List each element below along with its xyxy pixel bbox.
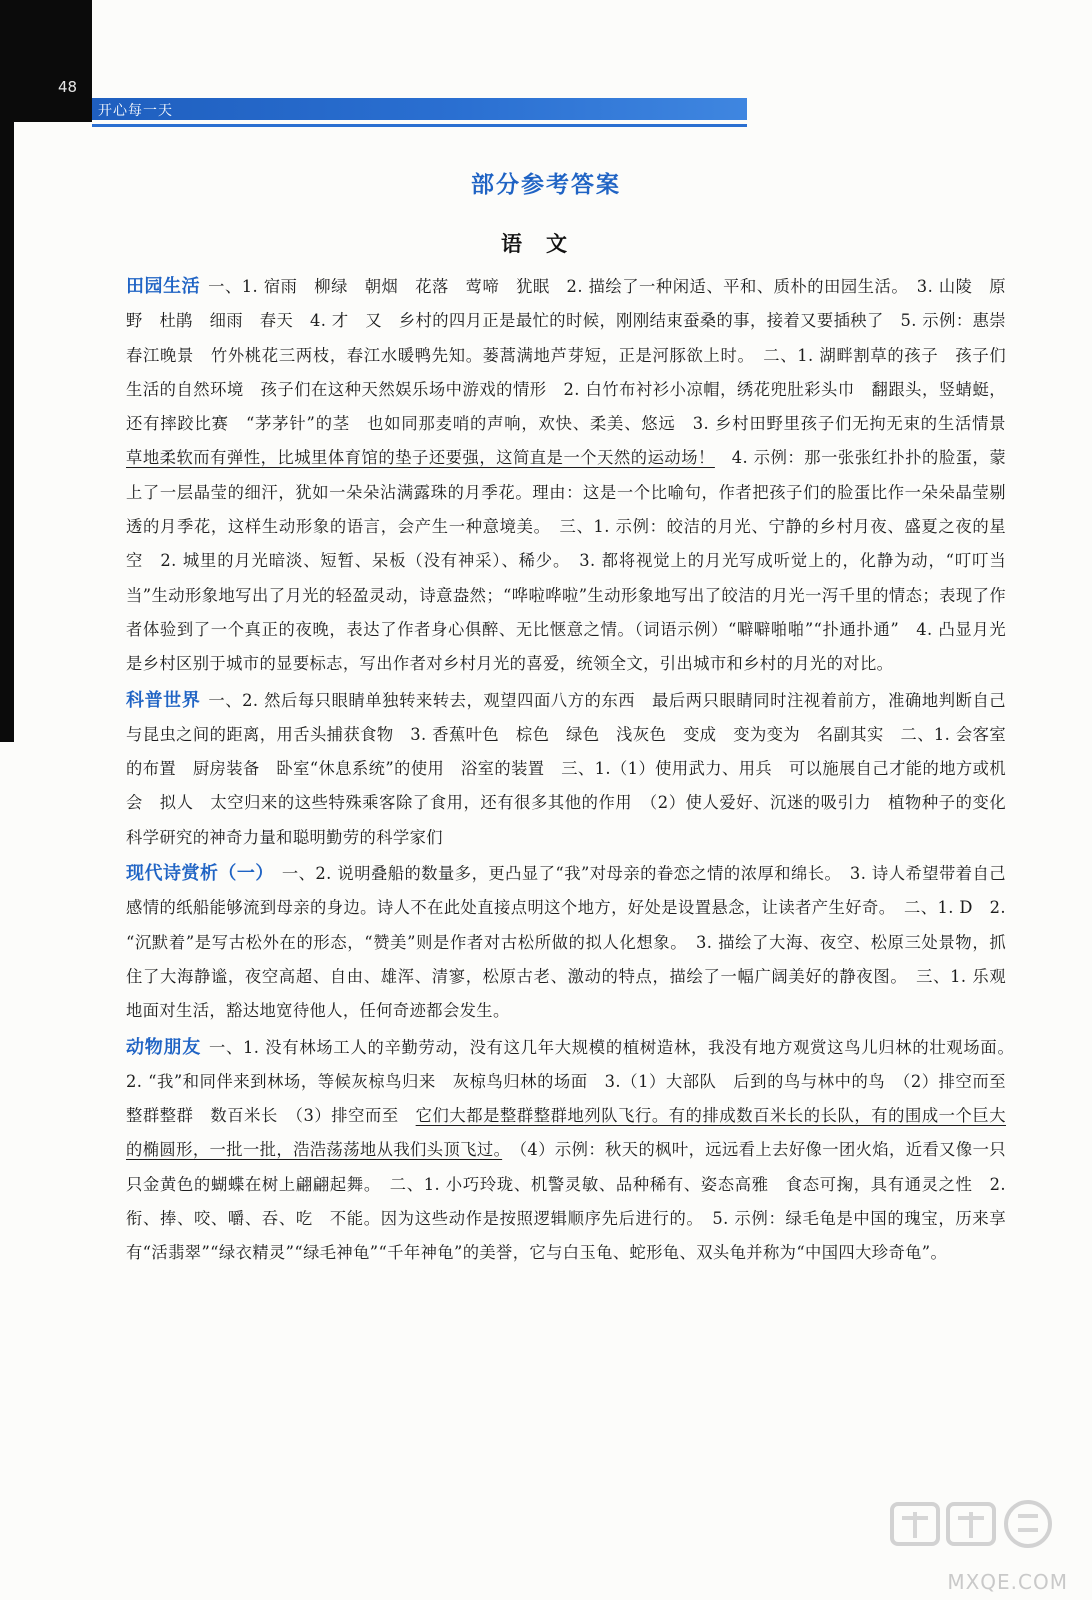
subject-title: 语文 (501, 232, 591, 256)
page-number: 48 (58, 78, 78, 96)
underlined-text: 它们大都是整群整群地列队飞行。有的排成数百米长的长队，有的围成一个巨大的椭圆形，一批一批，浩浩荡荡地从我们头顶飞过。 (126, 1106, 1006, 1160)
section-text: 一、2. 说明叠船的数量多，更凸显了“我”对母亲的眷恋之情的浓厚和绵长。 3. 诗人希望带着自己感情的纸船能够流到母亲的身边。诗人不在此处直接点明这个地方，好处是设置悬念，让读者产生好奇。 二、1. D 2. “沉默着”是写古松外在的形态，“赞美”则是作者对古松所做的拟人化想象。 3. 描绘了大海、夜空、松原三处景物，抓住了大海静谧，夜空高超、自由、雄浑、清寥，松原古老、激动的特点，描绘了一幅广阔美好的静夜图。 三、1. 乐观地面对生活，豁达地宽待他人，任何奇迹都会发生。 (126, 864, 1006, 1021)
section-heading: 田园生活 (126, 276, 201, 297)
section-heading: 动物朋友 (126, 1036, 201, 1058)
header-rule (92, 124, 747, 127)
watermark-text: MXQE.COM (947, 1570, 1068, 1594)
section-animals (126, 1031, 1023, 1271)
underlined-text: 草地柔软而有弹性，比城里体育馆的垫子还要强，这简直是一个天然的运动场！ (126, 448, 715, 468)
section-text: 一、1. 没有林场工人的辛勤劳动，没有这几年大规模的植树造林，我没有地方观赏这鸟儿归林的壮观场面。 2. “我”和同伴来到林场，等候灰椋鸟归来 灰椋鸟归林的场面 3.（1）大部队 后到的鸟与林中的鸟 （2）排空而至 整群整群 数百米长 （3）排空而至 (126, 1037, 1023, 1126)
answer-stamp-watermark-icon (884, 1500, 1074, 1578)
header-label: 开心每一天 (98, 103, 173, 119)
section-poetry (126, 857, 1006, 1028)
section-text: （4）示例：秋天的枫叶，远远看上去好像一团火焰，近看又像一只只金黄色的蝴蝶在树上翩翩起舞。 二、1. 小巧玲珑、机警灵敏、品种稀有、姿态高雅 食态可掬，具有通灵之性 2. 衔、捧、咬、嚼、吞、吃 不能。因为这些动作是按照逻辑顺序先后进行的。 5. 示例：绿毛龟是中国的瑰宝，历来享有“活翡翠”“绿衣精灵”“绿毛神龟”“千年神龟”的美誉，它与白玉龟、蛇形龟、双头龟并称为“中国四大珍奇龟”。 (126, 1140, 1006, 1263)
section-tianyuan (126, 270, 1023, 682)
header-bar (92, 98, 747, 120)
section-text: 一、1. 宿雨 柳绿 朝烟 花落 莺啼 犹眠 2. 描绘了一种闲适、平和、质朴的田园生活。 3. 山陵 原野 杜鹃 细雨 春天 4. 才 又 乡村的四月正是最忙的时候，刚刚结束蚕桑的事，接着又要插秧了 5. 示例：惠崇春江晚景 竹外桃花三两枝，春江水暖鸭先知。蒌蒿满地芦芽短，正是河豚欲上时。 二、1. 湖畔割草的孩子 孩子们生活的自然环境 孩子们在这种天然娱乐场中游戏的情形 2. 白竹布衬衫小凉帽，绣花兜肚彩头巾 翻跟头，竖蜻蜓，还有摔跤比赛 “茅茅针”的茎 也如同那麦哨的声响，欢快、柔美、悠远 3. 乡村田野里孩子们无拘无束的生活情景 (126, 277, 1023, 434)
section-text: 一、2. 然后每只眼睛单独转来转去，观望四面八方的东西 最后两只眼睛同时注视着前方，准确地判断自己与昆虫之间的距离，用舌头捕获食物 3. 香蕉叶色 棕色 绿色 浅灰色 变成 变为变为 名副其实 二、1. 会客室的布置 厨房装备 卧室“休息系统”的使用 浴室的装置 三、1.（1）使用武力、用兵 可以施展自己才能的地方或机会 拟人 太空归来的这些特殊乘客除了食用，还有很多其他的作用 （2）使人爱好、沉迷的吸引力 植物种子的变化 科学研究的神奇力量和聪明勤劳的科学家们 (126, 690, 1023, 847)
section-heading: 现代诗赏析（一） (126, 863, 274, 885)
section-kepu (126, 684, 1023, 855)
section-heading: 科普世界 (126, 689, 201, 711)
answer-content (126, 270, 1023, 1271)
page-title: 部分参考答案 (471, 172, 621, 198)
scan-black-corner (0, 0, 92, 122)
section-text: 4. 示例：那一张张红扑扑的脸蛋，蒙上了一层晶莹的细汗，犹如一朵朵沾满露珠的月季花。理由：这是一个比喻句，作者把孩子们的脸蛋比作一朵朵晶莹剔透的月季花，这样生动形象的语言，会产生一种意境美。 三、1. 示例：皎洁的月光、宁静的乡村月夜、盛夏之夜的星空 2. 城里的月光暗淡、短暂、呆板（没有神采）、稀少。 3. 都将视觉上的月光写成听觉上的，化静为动，“叮叮当当”生动形象地写出了月光的轻盈灵动，诗意盎然；“哗啦哗啦”生动形象地写出了皎洁的月光一泻千里的情态；表现了作者体验到了一个真正的夜晚，表达了作者身心俱醉、无比惬意之情。（词语示例）“噼噼啪啪”“扑通扑通” 4. 凸显月光是乡村区别于城市的显要标志，写出作者对乡村月光的喜爱，统领全文，引出城市和乡村的月光的对比。 (126, 448, 1007, 674)
